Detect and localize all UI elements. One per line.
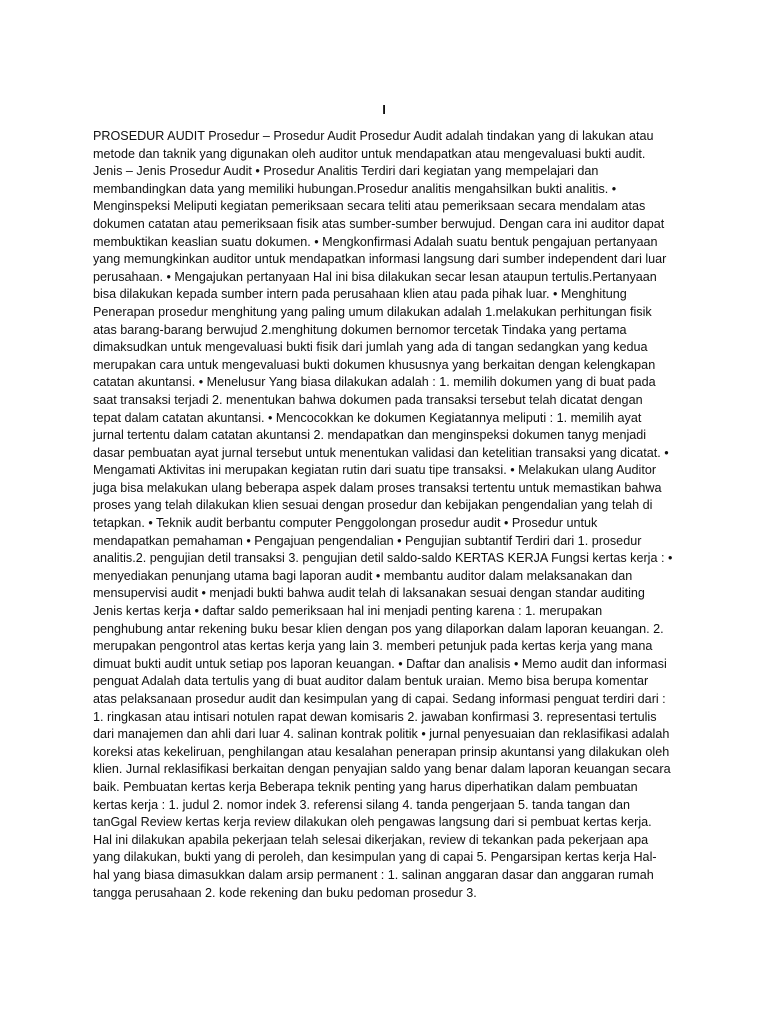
page-number: I xyxy=(382,102,386,117)
body-paragraph: PROSEDUR AUDIT Prosedur – Prosedur Audit Prosedur Audit adalah tindakan yang di lakukan atau metode dan taknik yang digunakan oleh auditor untuk mendapatkan atau mengevaluasi bukti audit. Jenis – Jenis Prosedur Audit • Prosedur Analitis Terdiri dari kegiatan yang mempelajari dan membandingkan data yang memiliki hubungan.Prosedur analitis mengahsilkan bukti analitis. • Menginspeksi Meliputi kegiatan pemeriksaan secara teliti atau pemeriksaan secara mendalam atas dokumen catatan atau pemeriksaan fisik atas sumber-sumber berwujud. Dengan cara ini auditor dapat membuktikan keaslian suatu dokumen. • Mengkonfirmasi Adalah suatu bentuk pengajuan pertanyaan yang memungkinkan auditor untuk mendapatkan informasi langsung dari sumber independent dari luar perusahaan. • Mengajukan pertanyaan Hal ini bisa dilakukan secar lesan ataupun tertulis.Pertanyaan bisa dilakukan kepada sumber intern pada perusahaan klien atau pada pihak luar. • Menghitung Penerapan prosedur menghitung yang paling umum dilakukan adalah 1.melakukan perhitungan fisik atas barang-barang berwujud 2.menghitung dokumen bernomor tercetak Tindaka yang pertama dimaksudkan untuk mengevaluasi bukti fisik dari jumlah yang ada di tangan sedangkan yang kedua merupakan cara untuk mengevaluasi bukti dokumen khususnya yang berkaitan dengan kelengkapan catatan akuntansi. • Menelusur Yang biasa dilakukan adalah : 1. memilih dokumen yang di buat pada saat transaksi terjadi 2. menentukan bahwa dokumen pada transaksi tersebut telah dicatat dengan tepat dalam catatan akuntansi. • Mencocokkan ke dokumen Kegiatannya meliputi : 1. memilih ayat jurnal tertentu dalam catatan akuntansi 2. mendapatkan dan menginspeksi dokumen tanyg menjadi dasar pembuatan ayat jurnal tersebut untuk menentukan validasi dan ketelitian transaksi yang dicatat. • Mengamati Aktivitas ini merupakan kegiatan rutin dari suatu tipe transaksi. • Melakukan ulang Auditor juga bisa melakukan ulang beberapa aspek dalam proses transaksi tertentu untuk memastikan bahwa proses yang telah dilakukan klien sesuai dengan prosedur dan kebijakan pengendalian yang telah di tetapkan. • Teknik audit berbantu computer Penggolongan prosedur audit • Prosedur untuk mendapatkan pemahaman • Pengajuan pengendalian • Pengujian subtantif Terdiri dari 1. prosedur analitis.2. pengujian detil transaksi 3. pengujian detil saldo-saldo KERTAS KERJA Fungsi kertas kerja : • menyediakan penunjang utama bagi laporan audit • membantu auditor dalam melaksanakan dan mensupervisi audit • menjadi bukti bahwa audit telah di laksanakan sesuai dengan standar auditing Jenis kertas kerja • daftar saldo pemeriksaan hal ini menjadi penting karena : 1. merupakan penghubung antar rekening buku besar klien dengan pos yang dilaporkan dalam laporan keuangan. 2. merupakan pengontrol atas kertas kerja yang lain 3. memberi petunjuk pada kertas kerja yang mana dimuat bukti audit untuk setiap pos laporan keuangan. • Daftar dan analisis • Memo audit dan informasi penguat Adalah data tertulis yang di buat auditor dalam bentuk uraian. Memo bisa berupa komentar atas pelaksanaan prosedur audit dan kesimpulan yang di capai. Sedang informasi penguat terdiri dari : 1. ringkasan atau intisari notulen rapat dewan komisaris 2. jawaban konfirmasi 3. representasi tertulis dari manajemen dan ahli dari luar 4. salinan kontrak politik • jurnal penyesuaian dan reklasifikasi adalah koreksi atas kekeliruan, penghilangan atau kesalahan penerapan prinsip akuntansi yang dilakukan oleh klien. Jurnal reklasifikasi berkaitan dengan penyajian saldo yang benar dalam laporan keuangan secara baik. Pembuatan kertas kerja Beberapa teknik penting yang harus diperhatikan dalam pembuatan kertas kerja : 1. judul 2. nomor indek 3. referensi silang 4. tanda pengerjaan 5. tanda tangan dan tanGgal Review kertas kerja review dilakukan oleh pengawas langsung dari si pembuat kertas kerja. Hal ini dilakukan apabila pekerjaan telah selesai dikerjakan, review di tekankan pada pekerjaan apa yang dilakukan, bukti yang di peroleh, dan kesimpulan yang di capai 5. Pengarsipan kertas kerja Hal-hal yang biasa dimasukkan dalam arsip permanent : 1. salinan anggaran dasar dan anggaran rumah tangga perusahaan 2. kode rekening dan buku pedoman prosedur 3. xyxy=(93,129,673,900)
